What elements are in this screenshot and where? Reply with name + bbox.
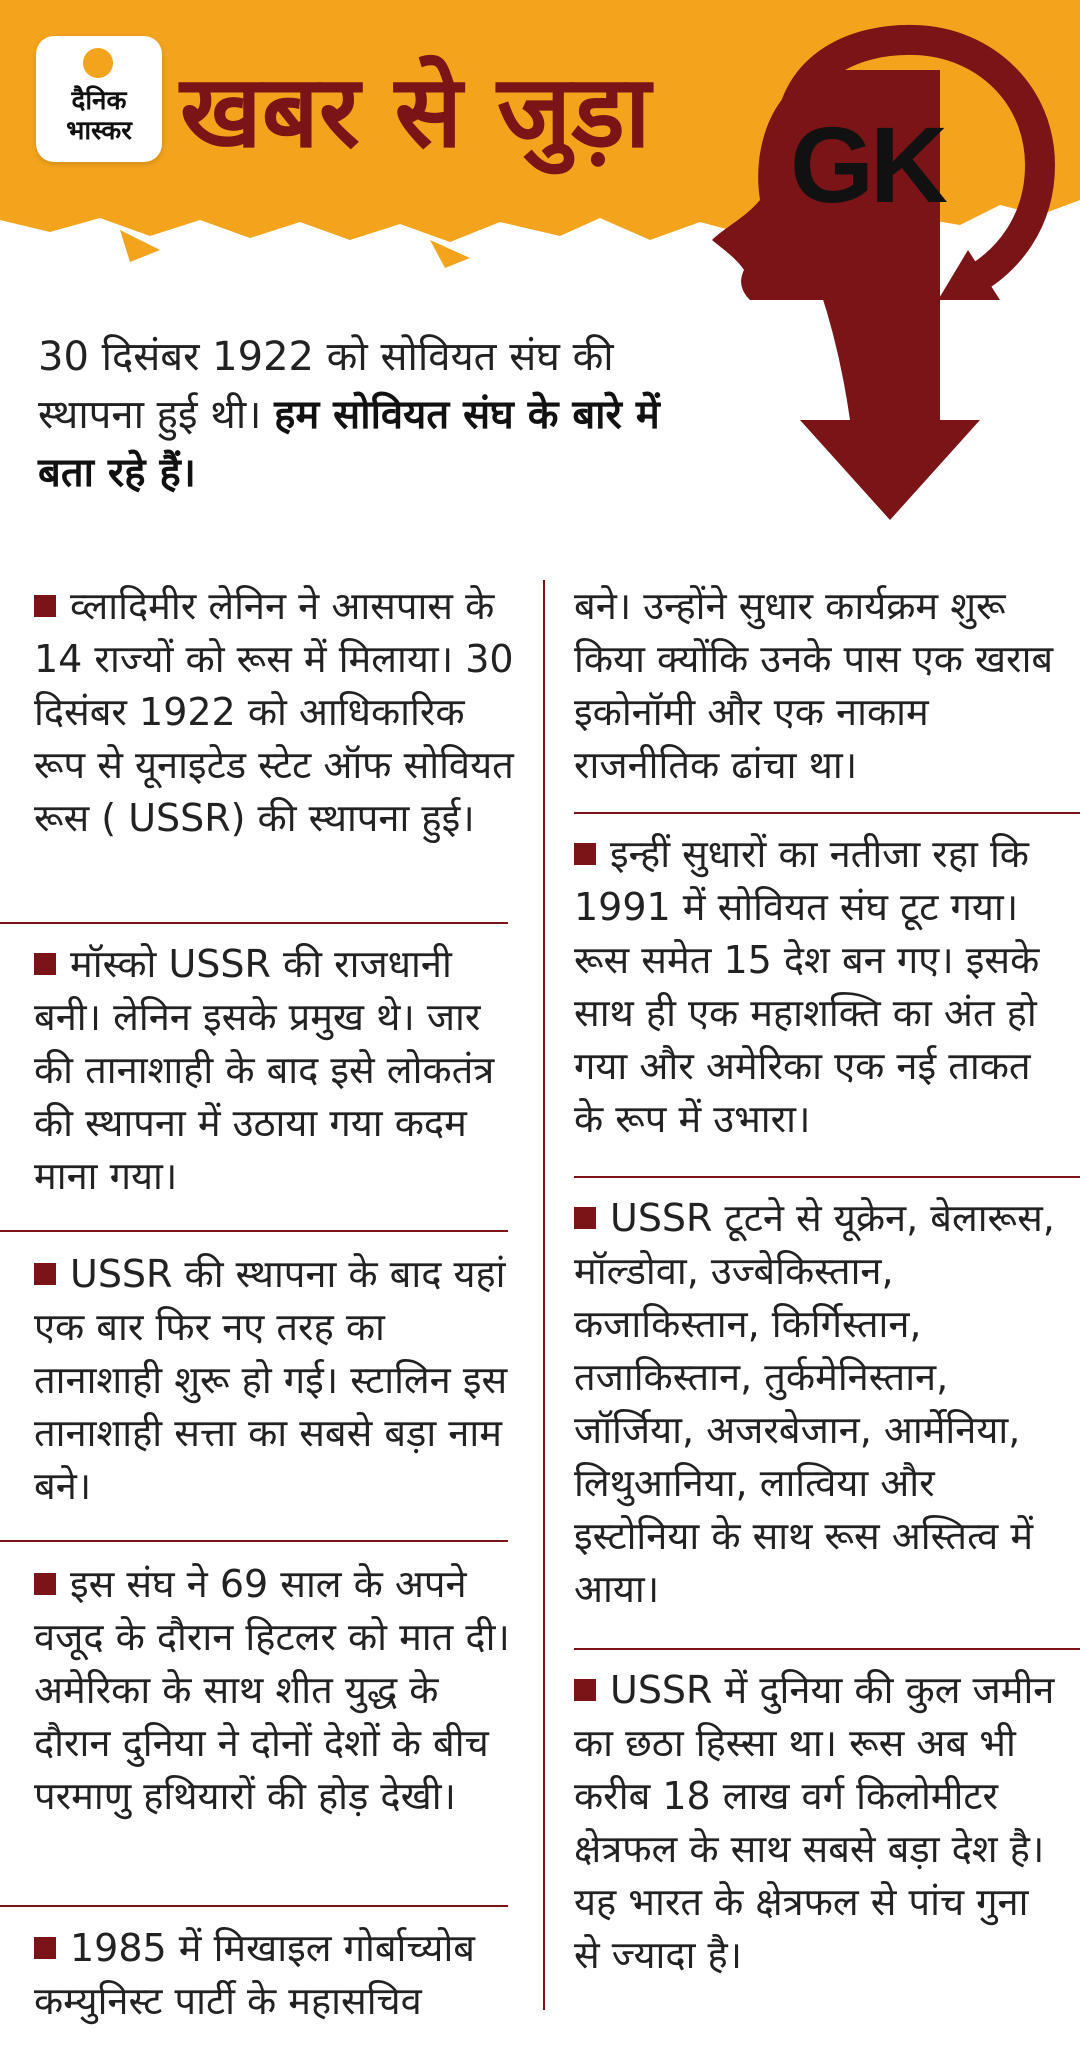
right-item-4 [574,1664,1064,1982]
left-item-4-text: इस संघ ने 69 साल के अपने वजूद के दौरान हिटलर को मात दी। अमेरिका के साथ शीत युद्ध के दौरान दुनिया ने दोनों देशों के बीच परमाणु हथियारों की होड़ देखी। [34,1562,510,1818]
logo-line-1: दैनिक [71,86,127,116]
dainik-bhaskar-logo [36,36,162,162]
intro-text [38,328,678,502]
right-separator-1 [574,812,1080,814]
left-item-4 [34,1558,514,1823]
right-separator-3 [574,1648,1080,1650]
header-banner [0,0,1080,300]
gk-badge: GK [790,104,944,225]
left-separator-2 [0,1230,508,1232]
intro-normal: 30 दिसंबर 1922 को सोवियत संघ की स्थापना हुई थी। [38,334,614,438]
right-item-3 [574,1192,1064,1616]
left-item-5 [34,1922,514,2028]
bullet-square-icon [34,953,56,975]
left-item-2 [34,938,514,1203]
right-item-4-text: USSR में दुनिया की कुल जमीन का छठा हिस्सा था। रूस अब भी करीब 18 लाख वर्ग किलोमीटर क्षेत्रफल के साथ सबसे बड़ा देश है। यह भारत के क्षेत्रफल से पांच गुना से ज्यादा है। [574,1668,1055,1977]
right-item-1 [574,580,1064,792]
left-separator-4 [0,1905,508,1907]
orange-drip-1 [120,230,160,262]
bullet-square-icon [574,1207,596,1229]
column-divider [543,580,545,2010]
fact-columns [0,570,1080,2060]
bullet-square-icon [34,1573,56,1595]
left-item-3 [34,1248,514,1513]
left-item-1-text: व्लादिमीर लेनिन ने आसपास के 14 राज्यों को रूस में मिलाया। 30 दिसंबर 1922 को आधिकारिक रूप से यूनाइटेड स्टेट ऑफ सोवियत रूस ( USSR) की स्थापना हुई। [34,584,514,840]
bullet-square-icon [34,1263,56,1285]
orange-drip-2 [430,240,470,268]
left-item-2-text: मॉस्को USSR की राजधानी बनी। लेनिन इसके प्रमुख थे। जार की तानाशाही के बाद इसे लोकतंत्र की स्थापना में उठाया गया कदम माना गया। [34,942,495,1198]
left-item-5-text: 1985 में मिखाइल गोर्बाच्योब कम्युनिस्ट पार्टी के महासचिव [34,1926,475,2023]
intro-bold: हम सोवियत संघ के बारे में बता रहे हैं। [38,392,660,496]
page-title: खबर से जुड़ा [180,53,651,170]
bullet-square-icon [34,1937,56,1959]
right-item-2-text: इन्हीं सुधारों का नतीजा रहा कि 1991 में सोवियत संघ टूट गया। रूस समेत 15 देश बन गए। इसके साथ ही एक महाशक्ति का अंत हो गया और अमेरिका एक नई ताकत के रूप में उभारा। [574,832,1040,1141]
right-item-3-text: USSR टूटने से यूक्रेन, बेलारूस, मॉल्डोवा, उज्बेकिस्तान, कजाकिस्तान, किर्गिस्तान, तजाकिस्तान, तुर्कमेनिस्तान, जॉर्जिया, अजरबेजान, आर्मेनिया, लिथुआनिया, लात्विया और इस्टोनिया के साथ रूस अस्तित्व में आया। [574,1196,1055,1611]
logo-text [36,86,162,146]
left-separator-1 [0,922,508,924]
logo-sun-icon [83,48,113,78]
right-separator-2 [574,1176,1080,1178]
neck-down-arrow-icon [800,290,980,520]
down-arrow-graphic [760,290,980,525]
left-item-1 [34,580,514,845]
left-separator-3 [0,1540,508,1542]
logo-line-2: भास्कर [66,116,132,146]
left-item-3-text: USSR की स्थापना के बाद यहां एक बार फिर नए तरह का तानाशाही शुरू हो गई। स्टालिन इस तानाशाही सत्ता का सबसे बड़ा नाम बने। [34,1252,508,1508]
right-item-1-text: बने। उन्होंने सुधार कार्यक्रम शुरू किया क्योंकि उनके पास एक खराब इकोनॉमी और एक नाकाम राजनीतिक ढांचा था। [574,584,1054,787]
right-item-2 [574,828,1064,1146]
bullet-square-icon [574,843,596,865]
bullet-square-icon [34,595,56,617]
bullet-square-icon [574,1679,596,1701]
